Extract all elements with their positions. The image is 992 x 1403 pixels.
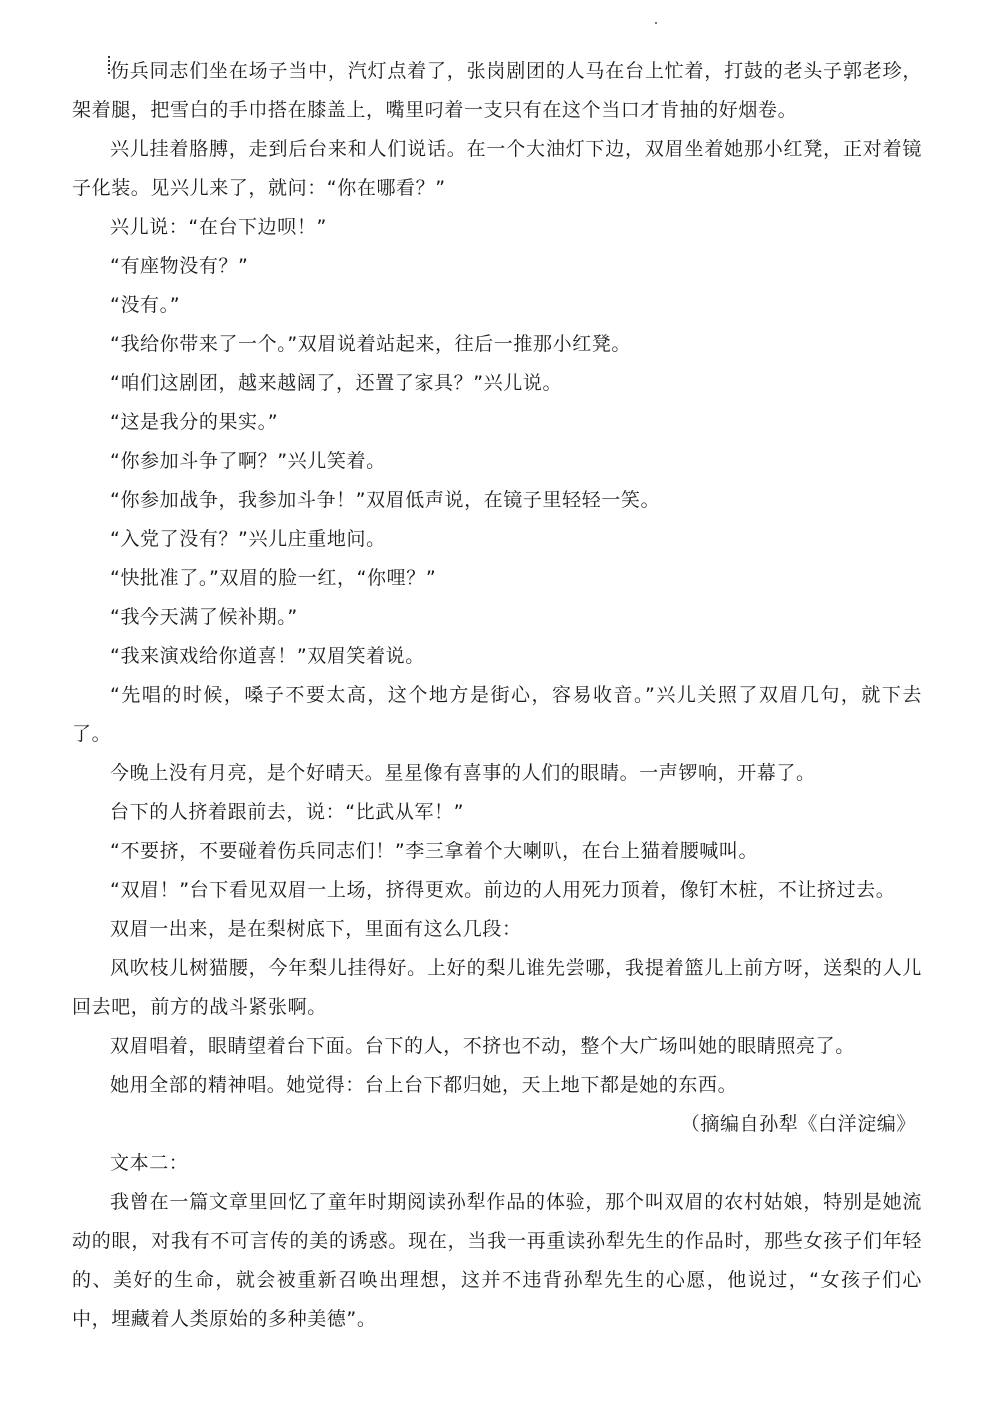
paragraph-18: “不要挤，不要碰着伤兵同志们！”李三拿着个大喇叭，在台上猫着腰喊叫。 — [110, 840, 759, 862]
paragraph-3: 兴儿说：“在台下边呗！” — [110, 216, 327, 238]
paragraph-17: 台下的人挤着跟前去，说：“比武从军！” — [110, 801, 465, 823]
paragraph-12: “快批准了。”双眉的脸一红，“你哩？” — [110, 567, 437, 589]
text2-label: 文本二： — [110, 1152, 189, 1174]
paragraph-6: “我给你带来了一个。”双眉说着站起来，往后一推那小红凳。 — [110, 333, 631, 355]
paragraph-13: “我今天满了候补期。” — [110, 606, 298, 628]
paragraph-7: “咱们这剧团，越来越阔了，还置了家具？”兴儿说。 — [110, 372, 563, 394]
paragraph-2: 兴儿挂着胳膊，走到后台来和人们说话。在一个大油灯下边，双眉坐着她那小红凳，正对着镜子化装。见兴儿来了，就问：“你在哪看？” — [72, 138, 922, 199]
paragraph-10: “你参加战争，我参加斗争！”双眉低声说，在镜子里轻轻一笑。 — [110, 489, 661, 511]
paragraph-14: “我来演戏给你道喜！”双眉笑着说。 — [110, 645, 425, 667]
source-citation: （摘编自孙犁《白洋淀编》 — [680, 1113, 916, 1135]
paragraph-22: 双眉唱着，眼睛望着台下面。台下的人，不挤也不动，整个大广场叫她的眼睛照亮了。 — [110, 1035, 855, 1057]
paragraph-11: “入党了没有？”兴儿庄重地问。 — [110, 528, 386, 550]
paragraph-19: “双眉！”台下看见双眉一上场，挤得更欢。前边的人用死力顶着，像钉木桩，不让挤过去。 — [110, 879, 896, 901]
page-speck — [655, 22, 657, 24]
document-body — [72, 52, 922, 1339]
paragraph-23: 她用全部的精神唱。她觉得：台上台下都归她，天上地下都是她的东西。 — [110, 1074, 738, 1096]
paragraph-20: 双眉一出来，是在梨树底下，里面有这么几段： — [110, 918, 522, 940]
text2-paragraph-1: 我曾在一篇文章里回忆了童年时期阅读孙犁作品的体验，那个叫双眉的农村姑娘，特别是她流动的眼，对我有不可言传的美的诱惑。现在，当我一再重读孙犁先生的作品时，那些女孩子们年轻的、美好的生命，就会被重新召唤出理想，这并不违背孙犁先生的心愿，他说过，“女孩子们心中，埋藏着人类原始的多种美德”。 — [72, 1191, 922, 1330]
song-lyrics: 风吹枝儿树猫腰，今年梨儿挂得好。上好的梨儿谁先尝哪，我提着篮儿上前方呀，送梨的人儿回去吧，前方的战斗紧张啊。 — [72, 957, 922, 1018]
paragraph-8: “这是我分的果实。” — [110, 411, 279, 433]
paragraph-1: 伤兵同志们坐在场子当中，汽灯点着了，张岗剧团的人马在台上忙着，打鼓的老头子郭老珍，架着腿，把雪白的手巾搭在膝盖上，嘴里叼着一支只有在这个当口才肯抽的好烟卷。 — [72, 60, 922, 121]
paragraph-4: “有座物没有？” — [110, 255, 249, 277]
paragraph-9: “你参加斗争了啊？”兴儿笑着。 — [110, 450, 386, 472]
paragraph-16: 今晚上没有月亮，是个好晴天。星星像有喜事的人们的眼睛。一声锣响，开幕了。 — [110, 762, 816, 784]
paragraph-5: “没有。” — [110, 294, 181, 316]
paragraph-15: “先唱的时候，嗓子不要太高，这个地方是街心，容易收音。”兴儿关照了双眉几句，就下去了。 — [72, 684, 922, 745]
